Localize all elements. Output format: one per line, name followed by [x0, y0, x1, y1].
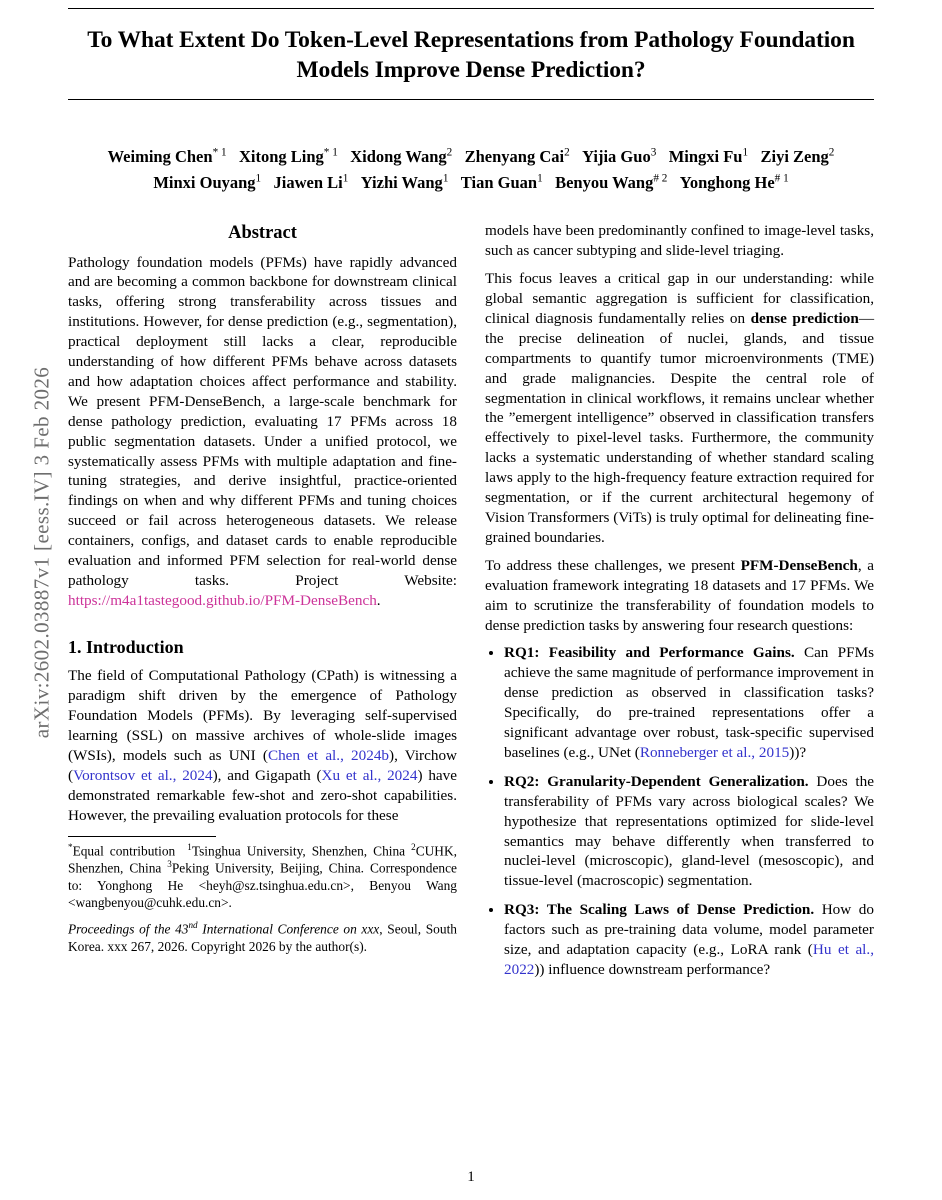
rq-label: RQ3: The Scaling Laws of Dense Prediction.: [504, 901, 815, 919]
abstract-text-tail: .: [376, 591, 381, 609]
rq-text-a: How do factors such as pre-training data volume, model parameter size, and adaptation capacity (e.g., LoRA rank (: [504, 901, 874, 959]
author: Weiming Chen$^{* 1}$: [107, 146, 227, 167]
rq-text-a: Does the transferability of PFMs vary across biological scales? We hypothesize that representations optimized for slide-level semantics may behave differently when transferred to nuclei-level (microscopic), gland-level (mesoscopic), and tissue-level (macroscopic) segmentation.: [504, 772, 874, 890]
proceedings-rest: , Seoul, South Korea. xxx 267, 2026. Copyright 2026 by the author(s).: [68, 921, 457, 954]
author: Zhenyang Cai$^2$: [464, 146, 570, 167]
author-affiliation-mark: 1: [255, 172, 262, 185]
author-affiliation-mark: # 1: [774, 172, 789, 185]
footnote-correspondence: Correspondence to: Yonghong He <heyh@sz.tsinghua.edu.cn>, Benyou Wang <wangbenyou@cuhk.edu.cn>.: [68, 860, 457, 910]
footnote-mark-2: 2: [411, 841, 416, 852]
left-column: [68, 221, 457, 989]
abstract-body: [68, 253, 457, 611]
page-number: 1: [467, 1169, 475, 1185]
intro-text-d: ) have demonstrated remarkable few-shot and zero-shot capabilities. However, the prevailing evaluation protocols for these: [68, 766, 457, 824]
author-affiliation-mark: 2: [828, 146, 835, 159]
footnote-affil-2: CUHK, Shenzhen, China: [68, 843, 457, 876]
paper-content: [68, 8, 874, 989]
proceedings-a: Proceedings of the 43: [68, 921, 189, 937]
header-rule-top: [68, 8, 874, 9]
right-p3-b: , a evaluation framework integrating 18 datasets and 17 PFMs. We aim to scrutinize the transferability of foundation models to dense prediction tasks by answering four research questions:: [485, 556, 874, 634]
right-p2-b: —the precise delineation of nuclei, glands, and tissue compartments to quantify tumor microenvironments (TME) and grade malignancies. Despite the central role of segmentation in clinical workflows, it remains unclear whether the ”emergent intelligence” observed in classification transfers effectively to pixel-level tasks. Furthermore, the community lacks a systematic understanding of whether standard scaling laws apply to the high-frequency feature extraction required for segmentation, or if the current architectural hegemony of Vision Transformers (ViTs) is truly optimal for delineating fine-grained boundaries.: [485, 309, 874, 546]
author: Mingxi Fu$^1$: [668, 146, 749, 167]
proceedings-ordinal: nd: [188, 919, 198, 930]
author: Yonghong He$^{\# 1}$: [679, 172, 789, 192]
author-affiliation-mark: 1: [537, 172, 543, 185]
footnote-mark-star: *: [68, 841, 73, 852]
author-affiliation-mark: 1: [442, 172, 449, 185]
header-rule-bottom: [68, 99, 874, 100]
right-p2-a: This focus leaves a critical gap in our understanding: while global semantic aggregation is sufficient for classification, clinical diagnosis fundamentally relies on: [485, 270, 874, 327]
two-column-body: [68, 221, 874, 989]
list-item: [504, 772, 874, 891]
intro-text-c: ), and Gigapath (: [212, 766, 322, 784]
author: Tian Guan$^1$: [460, 172, 543, 192]
rq-label: RQ1: Feasibility and Performance Gains.: [504, 644, 795, 662]
right-paragraph-1: models have been predominantly confined to image-level tasks, such as cancer subtyping and slide-level triaging.: [485, 222, 874, 260]
section-heading-introduction: 1. Introduction: [68, 636, 184, 657]
right-p3-a: To address these challenges, we present: [485, 556, 741, 574]
rq-label: RQ2: Granularity-Dependent Generalization.: [504, 772, 809, 790]
rq-text-a: Can PFMs achieve the same magnitude of performance improvement in dense prediction as observed in classification tasks? Specifically, do pre-trained representations offer a significant advantage over robust, task-specific supervised baselines (e.g., UNet (: [504, 644, 874, 761]
author-affiliation-mark: 1: [742, 146, 749, 159]
project-website-link[interactable]: https://m4a1tastegood.github.io/PFM-DenseBench: [68, 591, 377, 609]
citation-link[interactable]: Hu et al., 2022: [504, 941, 874, 978]
rq-text-b: )) influence downstream performance?: [534, 961, 771, 978]
citation-link[interactable]: Ronneberger et al., 2015: [639, 743, 790, 761]
author-affiliation-mark: # 2: [653, 172, 668, 185]
footnote-affiliations: [68, 842, 457, 911]
citation-link[interactable]: Vorontsov et al., 2024: [73, 766, 213, 784]
footnote-rule: [68, 836, 216, 837]
author-line-2: [68, 170, 874, 196]
footnote-mark-1: 1: [187, 841, 192, 852]
abstract-heading: Abstract: [228, 223, 297, 244]
list-item: [504, 900, 874, 980]
right-paragraph-3: [485, 556, 874, 636]
page-title: To What Extent Do Token-Level Representations from Pathology Foundation Models Improve Dense Prediction?: [87, 27, 855, 84]
author-list: [68, 144, 874, 195]
proceedings-note: [68, 920, 457, 955]
footnote-affil-3: Peking University, Beijing, China.: [171, 860, 365, 876]
footnote-equal-contribution: Equal contribution: [72, 843, 176, 859]
footnote-mark-3: 3: [167, 859, 172, 870]
research-question-list: [485, 643, 874, 980]
right-column: [485, 221, 874, 989]
arxiv-stamp: arXiv:2602.03887v1 [eess.IV] 3 Feb 2026: [29, 366, 54, 739]
author-affiliation-mark: 2: [564, 146, 570, 159]
author: Yizhi Wang$^1$: [360, 172, 449, 192]
intro-text-b: ), Virchow (: [68, 747, 458, 784]
author-affiliation-mark: * 1: [323, 146, 338, 159]
author-line-1: [68, 144, 874, 170]
footnote-block: [68, 836, 457, 955]
intro-paragraph-1: [68, 666, 457, 825]
proceedings-b: International Conference on xxx: [197, 921, 380, 937]
author-affiliation-mark: 3: [650, 146, 657, 159]
right-paragraph-2: [485, 269, 874, 548]
rq-text-b: ))?: [789, 743, 807, 761]
citation-link[interactable]: Chen et al., 2024b: [267, 747, 390, 765]
author: Minxi Ouyang$^1$: [153, 172, 262, 192]
author: Xitong Ling$^{* 1}$: [238, 146, 338, 167]
intro-text-a: The field of Computational Pathology (CPath) is witnessing a paradigm shift driven by the emergence of Pathology Foundation Models (PFMs). By leveraging self-supervised learning (SSL) on massive archives of whole-slide images (WSIs), models such as UNI (: [68, 667, 457, 765]
author: Yijia Guo$^3$: [582, 146, 657, 167]
author: Xidong Wang$^2$: [350, 146, 453, 167]
emphasis-dense-prediction: dense prediction: [750, 309, 859, 327]
author-affiliation-mark: 1: [342, 172, 349, 185]
author-affiliation-mark: 2: [446, 146, 453, 159]
footnote-affil-1: Tsinghua University, Shenzhen, China: [191, 843, 406, 859]
citation-link[interactable]: Xu et al., 2024: [321, 766, 418, 784]
author: Benyou Wang$^{\# 2}$: [555, 172, 668, 192]
list-item: [504, 643, 874, 762]
author: Ziyi Zeng$^2$: [760, 146, 835, 167]
author-affiliation-mark: * 1: [212, 146, 227, 159]
abstract-text: Pathology foundation models (PFMs) have rapidly advanced and are becoming a common backbone for downstream clinical tasks, offering strong transferability across tissues and institutions. However, for dense prediction (e.g., segmentation), practical deployment still lacks a clear, reproducible understanding of how different PFMs behave across datasets and how adaptation choices affect performance and stability. We present PFM-DenseBench, a large-scale benchmark for dense pathology prediction, evaluating 17 PFMs across 18 public segmentation datasets. Under a unified protocol, we systematically assess PFMs with multiple adaptation and fine-tuning strategies, and derive insightful, practice-oriented findings on when and why different PFMs and tuning choices succeed or fail across heterogeneous datasets. We release containers, configs, and dataset cards to enable reproducible evaluation and informed PFM selection for real-world dense pathology tasks. Project Website:: [68, 253, 457, 590]
author: Jiawen Li$^1$: [273, 172, 349, 192]
emphasis-pfm-densebench: PFM-DenseBench: [740, 556, 858, 574]
